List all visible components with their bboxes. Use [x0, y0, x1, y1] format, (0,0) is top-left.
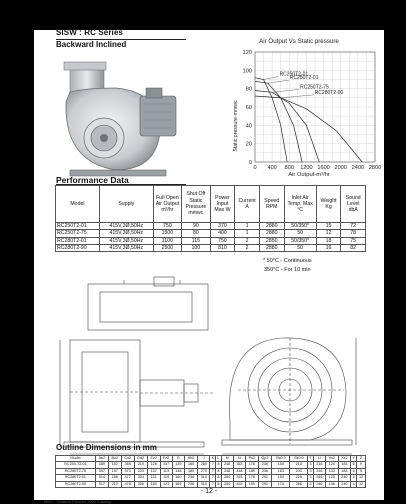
dims-cell: 8: [217, 462, 220, 467]
dims-cell: 7: [211, 468, 214, 473]
col-current: Current A: [235, 186, 260, 223]
dims-cell: 189: [246, 468, 259, 474]
dims-header-cell: Y: [352, 456, 355, 460]
dims-cell: 478: [121, 481, 134, 487]
series-leader: [268, 80, 289, 83]
dims-cell: 310: [198, 475, 210, 481]
dims-cell: 169: [172, 481, 184, 487]
y-tick-label: 40: [245, 123, 252, 130]
performance-cell: 18: [316, 237, 341, 244]
outline-dimension-drawings: [54, 272, 369, 462]
performance-cell: 415V,3Ø,50Hz: [99, 223, 153, 230]
dims-cell: 197: [108, 468, 121, 474]
dims-cell: 291: [258, 481, 272, 487]
dims-cell: 397: [95, 468, 108, 474]
y-tick-label: 60: [245, 105, 252, 111]
series-line: [255, 91, 319, 163]
dims-cell: RC280T2-01: [56, 475, 96, 481]
performance-table: [55, 185, 366, 252]
performance-cell: 78: [341, 230, 366, 237]
dims-cell: 248: [221, 468, 233, 474]
dims-cell: 8: [217, 481, 220, 486]
dims-cell: 3: [309, 475, 312, 480]
dims-cell: 233: [290, 468, 308, 474]
dims-cell: 174: [272, 481, 290, 487]
x-tick-label: 0: [253, 165, 257, 171]
dims-header-cell: Z: [357, 456, 366, 462]
performance-cell: 115: [182, 237, 211, 244]
performance-cell: 400: [210, 230, 235, 237]
dims-header-cell: Qp2: [258, 456, 272, 462]
dims-cell: 373: [121, 468, 134, 474]
y-tick-label: 120: [242, 50, 252, 56]
dims-cell: 248: [221, 462, 233, 468]
performance-cell: 1: [235, 223, 260, 230]
dims-header-cell: N: [233, 456, 245, 462]
dims-header-cell: Xz2: [338, 456, 351, 462]
performance-header-row: [56, 186, 366, 223]
dims-header-cell: Ps2: [246, 456, 259, 462]
dims-cell: 180: [184, 468, 197, 474]
performance-cell: 2880: [259, 230, 284, 237]
performance-cell: 50/350*: [284, 237, 316, 244]
performance-cell: 2: [235, 237, 260, 244]
performance-cell: 72: [341, 223, 366, 230]
dims-cell: 246: [313, 475, 325, 481]
col-sound-level: Sound Level dbA: [341, 186, 366, 223]
dims-cell: 139: [172, 462, 184, 468]
dims-cell: 433: [233, 481, 245, 487]
chart-grid: [255, 52, 375, 162]
dims-cell: 146: [326, 481, 339, 487]
dims-header-cell: Ss0.0: [290, 456, 308, 462]
dims-header-cell: U: [313, 456, 325, 462]
dims-cell: 7: [211, 462, 214, 467]
dims-cell: 8: [217, 468, 220, 473]
dims-cell: 157: [160, 462, 172, 468]
dims-cell: 150: [272, 462, 290, 468]
x-tick-label: 400: [267, 165, 277, 171]
performance-cell: RC250T2-75: [56, 230, 100, 237]
performance-cell: 80: [182, 230, 211, 237]
dims-cell: 131: [147, 475, 160, 481]
y-tick-label: 0: [248, 160, 252, 166]
dims-cell: 12: [357, 475, 366, 481]
chart-title: Air Output Vs Static pressure: [259, 38, 339, 45]
performance-cell: 415V,3Ø,50Hz: [99, 244, 153, 251]
performance-cell: 1: [235, 230, 260, 237]
performance-cell: 12: [316, 230, 341, 237]
dims-cell: 180: [184, 462, 197, 468]
performance-cell: 90: [182, 223, 211, 230]
dims-cell: 226: [290, 475, 308, 481]
dims-cell: 113: [160, 468, 172, 474]
performance-title: Performance Data: [56, 175, 129, 185]
series-leader: [281, 95, 314, 98]
performance-cell: 50: [284, 244, 316, 251]
subtitle: Backward Inclined: [56, 40, 127, 49]
dims-header-cell: K: [211, 456, 215, 460]
dims-cell: 240: [338, 481, 351, 487]
dims-cell: 216: [313, 468, 325, 474]
dims-header-cell: Fz2: [160, 456, 172, 462]
note-10-min: 350°C - For 10 min: [264, 267, 311, 273]
dims-cell: 219: [134, 462, 147, 468]
dims-cell: 125: [326, 475, 339, 481]
series-label: RC250T2-75: [300, 84, 329, 91]
dims-cell: 389: [95, 462, 108, 468]
performance-cell: 2880: [259, 244, 284, 251]
dims-cell: 270: [198, 468, 210, 474]
dims-cell: 266: [290, 481, 308, 487]
page-number: - 12 -: [200, 488, 218, 495]
dims-cell: 369: [121, 462, 134, 468]
series-title: SISW : RC Series: [56, 28, 123, 37]
series-label: RC280T2-01: [289, 75, 319, 82]
performance-cell: 2850: [259, 237, 284, 244]
outline-title: Outline Dimensions in mm: [56, 443, 157, 452]
dims-cell: 7: [211, 475, 214, 480]
dims-header-cell: Bo2: [108, 456, 121, 462]
footer-text: MEC - Outdoor Product 1000 Catalog: [44, 499, 111, 504]
dims-cell: 4: [352, 481, 355, 486]
y-tick-label: 80: [245, 86, 252, 93]
dims-header-cell: Hb2: [184, 456, 197, 462]
dims-cell: 3: [309, 462, 312, 467]
performance-cell: 810: [210, 244, 235, 251]
dims-cell: 353: [233, 462, 245, 468]
dims-cell: 291: [258, 475, 272, 481]
chart-xlabel: Air Output-m³/hr: [288, 172, 330, 178]
dims-header-cell: Rs0.0: [272, 456, 290, 462]
col-inlet-temp: Inlet Air Temp. Max °C: [284, 186, 316, 223]
performance-row: [56, 237, 366, 244]
dims-cell: 153: [272, 475, 290, 481]
chart-ylabel: Static pressure-mmwc: [233, 100, 239, 152]
performance-cell: 2500: [153, 244, 181, 251]
performance-cell: 370: [210, 223, 235, 230]
performance-row: [56, 244, 366, 251]
performance-cell: 82: [341, 244, 366, 251]
dims-cell: 3: [309, 468, 312, 473]
dims-header-cell: Model: [56, 456, 96, 462]
performance-cell: 750: [210, 237, 235, 244]
dims-cell: 120: [326, 462, 339, 468]
series-leader: [272, 89, 299, 92]
dims-cell: 176: [246, 462, 259, 468]
dims-cell: 9: [357, 468, 366, 474]
dims-cell: RC280T2-90: [56, 481, 96, 487]
dims-cell: 178: [246, 475, 259, 481]
dims-cell: 3: [309, 481, 312, 486]
dims-cell: 8: [217, 475, 220, 480]
col-air-output: Full Open Air Output m³/hr: [153, 186, 181, 223]
dims-header-cell: J: [198, 456, 210, 462]
performance-cell: 50/350*: [284, 223, 316, 230]
dims-cell: 7: [211, 481, 214, 486]
dims-cell: 236: [258, 462, 272, 468]
x-tick-label: 2400: [351, 165, 365, 171]
y-tick-label: 100: [242, 68, 252, 75]
performance-cell: 1500: [153, 230, 181, 237]
dims-cell: RC250-T2-01: [56, 462, 96, 468]
performance-cell: RC280T2-90: [56, 244, 100, 251]
x-tick-label: 1200: [300, 165, 313, 171]
col-power-input: Power Input Max W: [210, 186, 235, 223]
performance-cell: 16: [316, 244, 341, 251]
series-line: [255, 81, 302, 162]
x-tick-label: 2800: [368, 165, 382, 171]
series-line: [255, 78, 287, 162]
dims-cell: 152: [108, 462, 121, 468]
col-model: Model: [56, 186, 100, 223]
dims-cell: 119: [160, 475, 172, 481]
performance-cell: 2880: [259, 223, 284, 230]
performance-cell: 415V,3Ø,50Hz: [99, 237, 153, 244]
dims-cell: 514: [95, 475, 108, 481]
dims-cell: 393: [233, 475, 245, 481]
series-leader: [264, 77, 279, 80]
performance-cell: 75: [341, 237, 366, 244]
dims-header-cell: Dd2: [134, 456, 147, 462]
dims-cell: 126: [147, 462, 160, 468]
dims-header-cell: G: [172, 456, 184, 462]
performance-cell: RC280T2-01: [56, 237, 100, 244]
performance-cell: 50: [284, 230, 316, 237]
series-line: [255, 96, 362, 162]
dims-cell: 160: [172, 475, 184, 481]
dims-cell: 12: [357, 481, 366, 487]
dims-cell: 137: [147, 468, 160, 474]
dims-header-cell: Ez2: [147, 456, 160, 462]
dims-cell: 280: [221, 475, 233, 481]
dims-cell: 133: [326, 468, 339, 474]
x-tick-label: 800: [284, 165, 294, 171]
chart-series-labels: [264, 72, 344, 98]
dims-cell: 183: [338, 462, 351, 468]
catalog-page: [34, 28, 384, 504]
dims-cell: 306: [134, 481, 147, 487]
performance-row: [56, 223, 366, 230]
dims-cell: 240: [338, 475, 351, 481]
dims-cell: 304: [134, 475, 147, 481]
x-tick-label: 1600: [317, 165, 330, 171]
dims-cell: 123: [160, 481, 172, 487]
dims-cell: 246: [313, 481, 325, 487]
dims-cell: 418: [233, 468, 245, 474]
dims-cell: 148: [172, 468, 184, 474]
air-output-vs-static-pressure-chart: [189, 30, 384, 180]
dims-cell: 6: [352, 468, 355, 473]
performance-cell: 750: [153, 223, 181, 230]
y-tick-label: 20: [245, 141, 252, 148]
col-supply: Supply: [99, 186, 153, 223]
dims-cell: 150: [147, 481, 160, 487]
dims-cell: 199: [246, 481, 259, 487]
dims-cell: 223: [134, 468, 147, 474]
dims-header-cell: Vs2: [326, 456, 339, 462]
dims-cell: 517: [95, 481, 108, 487]
dims-cell: 210: [290, 462, 308, 468]
dims-cell: 236: [258, 468, 272, 474]
series-label: RC250T2-01: [279, 71, 309, 78]
performance-cell: 2: [235, 244, 260, 251]
x-tick-label: 2000: [334, 165, 347, 171]
dims-cell: 163: [272, 468, 290, 474]
dims-cell: 310: [198, 481, 210, 487]
series-label: RC280T2-90: [314, 89, 344, 96]
dims-cell: 280: [198, 462, 210, 468]
col-speed: Speed RPM: [259, 186, 284, 223]
performance-cell: 1100: [153, 237, 181, 244]
dims-cell: 477: [121, 475, 134, 481]
dims-header-cell: Ab2: [95, 456, 108, 462]
dims-cell: 4: [352, 475, 355, 480]
dims-cell: 9: [357, 462, 366, 468]
performance-cell: 415V,3Ø,50Hz: [99, 230, 153, 237]
outline-dimensions-table: [55, 455, 366, 488]
dims-cell: 6: [352, 462, 355, 467]
dims-cell: RC250T2-75: [56, 468, 96, 474]
performance-cell: 100: [182, 244, 211, 251]
dims-cell: 216: [313, 462, 325, 468]
note-continuous: * 50°C - Continuous: [263, 258, 312, 264]
dims-cell: 236: [184, 475, 197, 481]
dims-cell: 280: [221, 481, 233, 487]
dims-cell: 210: [108, 481, 121, 487]
col-shut-off-pressure: Shut Off Static Pressure mmwc: [182, 186, 211, 223]
dims-cell: 183: [338, 468, 351, 474]
dims-cell: 158: [108, 475, 121, 481]
dims-row: [56, 481, 366, 487]
performance-cell: 15: [316, 223, 341, 230]
performance-row: [56, 230, 366, 237]
dims-header-cell: Cs2: [121, 456, 134, 462]
col-weight: Weight Kg: [316, 186, 341, 223]
dims-cell: 236: [184, 481, 197, 487]
dims-header-cell: T: [309, 456, 312, 460]
performance-cell: RC250T2-01: [56, 223, 100, 230]
dims-header-cell: M: [221, 456, 233, 462]
fan-product-photo: [56, 52, 186, 180]
dims-header-cell: L: [217, 456, 220, 460]
